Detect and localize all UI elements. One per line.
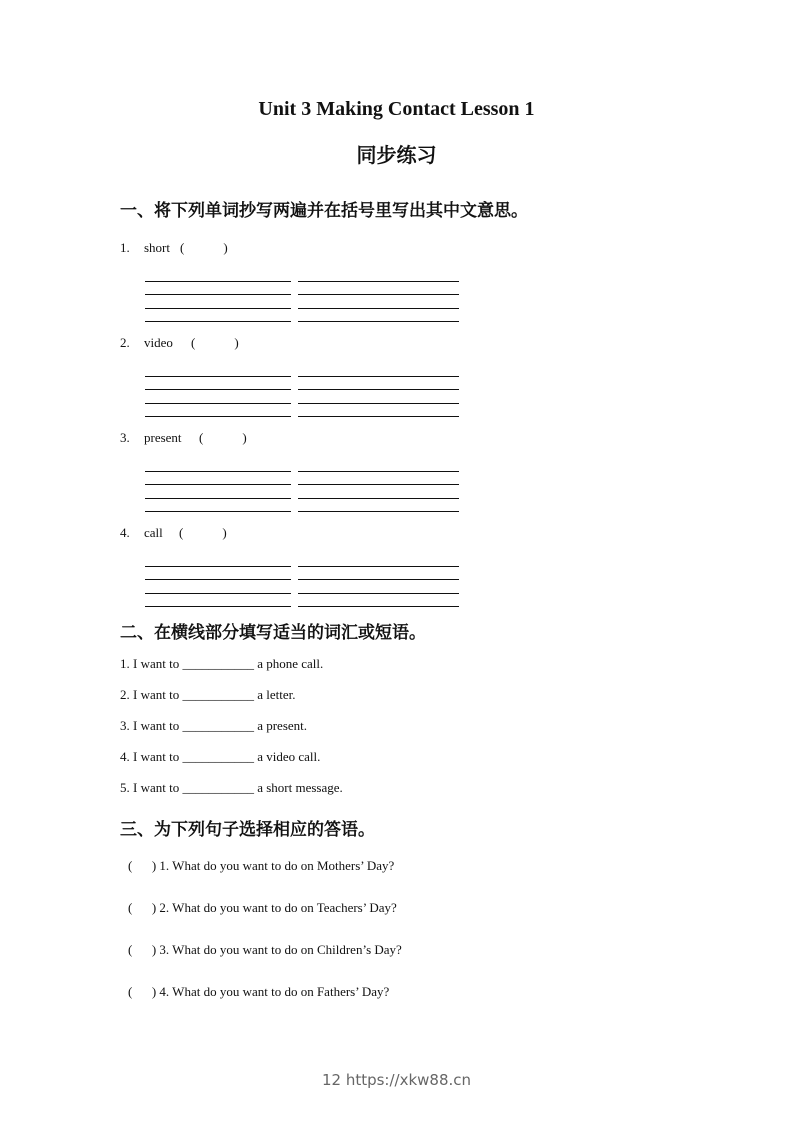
section1-heading: 一、将下列单词抄写两遍并在括号里写出其中文意思。 xyxy=(120,201,528,221)
writing-line[interactable] xyxy=(298,471,459,472)
writing-line[interactable] xyxy=(298,484,459,485)
word-item-number: 1. xyxy=(120,240,130,255)
writing-line[interactable] xyxy=(298,511,459,512)
writing-line[interactable] xyxy=(298,566,459,567)
word-item-number: 4. xyxy=(120,525,130,540)
writing-line[interactable] xyxy=(298,376,459,377)
meaning-blank[interactable]: ( ) xyxy=(179,525,227,540)
word-item-word: present xyxy=(144,430,182,445)
word-item-word: short xyxy=(144,240,170,255)
fill-blank-sentence[interactable]: 4. I want to ___________ a video call. xyxy=(120,749,321,764)
writing-line[interactable] xyxy=(145,484,291,485)
section3-heading: 三、为下列句子选择相应的答语。 xyxy=(120,820,375,840)
writing-line[interactable] xyxy=(145,376,291,377)
writing-line[interactable] xyxy=(298,593,459,594)
match-question[interactable]: ( ) 2. What do you want to do on Teachers’ Day? xyxy=(128,900,397,915)
match-question[interactable]: ( ) 1. What do you want to do on Mothers’ Day? xyxy=(128,858,395,873)
page-title: Unit 3 Making Contact Lesson 1 xyxy=(258,98,535,120)
writing-line[interactable] xyxy=(298,416,459,417)
page-subtitle: 同步练习 xyxy=(356,143,437,167)
writing-line[interactable] xyxy=(145,416,291,417)
writing-line[interactable] xyxy=(298,389,459,390)
writing-line[interactable] xyxy=(298,403,459,404)
section2-heading: 二、在横线部分填写适当的词汇或短语。 xyxy=(120,623,426,643)
match-question[interactable]: ( ) 3. What do you want to do on Children’s Day? xyxy=(128,942,402,957)
match-question[interactable]: ( ) 4. What do you want to do on Fathers’ Day? xyxy=(128,984,390,999)
word-item-number: 3. xyxy=(120,430,130,445)
meaning-blank[interactable]: ( ) xyxy=(199,430,247,445)
word-item-word: call xyxy=(144,525,163,540)
writing-line[interactable] xyxy=(298,579,459,580)
writing-line[interactable] xyxy=(145,321,291,322)
writing-line[interactable] xyxy=(298,498,459,499)
writing-line[interactable] xyxy=(145,566,291,567)
writing-line[interactable] xyxy=(298,281,459,282)
writing-line[interactable] xyxy=(145,389,291,390)
writing-line[interactable] xyxy=(298,606,459,607)
writing-line[interactable] xyxy=(145,498,291,499)
writing-line[interactable] xyxy=(298,308,459,309)
writing-line[interactable] xyxy=(145,308,291,309)
writing-line[interactable] xyxy=(145,606,291,607)
writing-line[interactable] xyxy=(145,579,291,580)
writing-line[interactable] xyxy=(145,403,291,404)
meaning-blank[interactable]: ( ) xyxy=(191,335,239,350)
word-item-word: video xyxy=(144,335,173,350)
meaning-blank[interactable]: ( ) xyxy=(180,240,228,255)
writing-line[interactable] xyxy=(145,511,291,512)
writing-line[interactable] xyxy=(145,294,291,295)
writing-line[interactable] xyxy=(145,471,291,472)
writing-line[interactable] xyxy=(145,593,291,594)
writing-line[interactable] xyxy=(145,281,291,282)
word-item-number: 2. xyxy=(120,335,130,350)
fill-blank-sentence[interactable]: 1. I want to ___________ a phone call. xyxy=(120,656,324,671)
writing-line[interactable] xyxy=(298,321,459,322)
footer-watermark: 12 https://xkw88.cn xyxy=(321,1071,472,1089)
fill-blank-sentence[interactable]: 2. I want to ___________ a letter. xyxy=(120,687,296,702)
fill-blank-sentence[interactable]: 5. I want to ___________ a short message. xyxy=(120,780,343,795)
fill-blank-sentence[interactable]: 3. I want to ___________ a present. xyxy=(120,718,308,733)
writing-line[interactable] xyxy=(298,294,459,295)
